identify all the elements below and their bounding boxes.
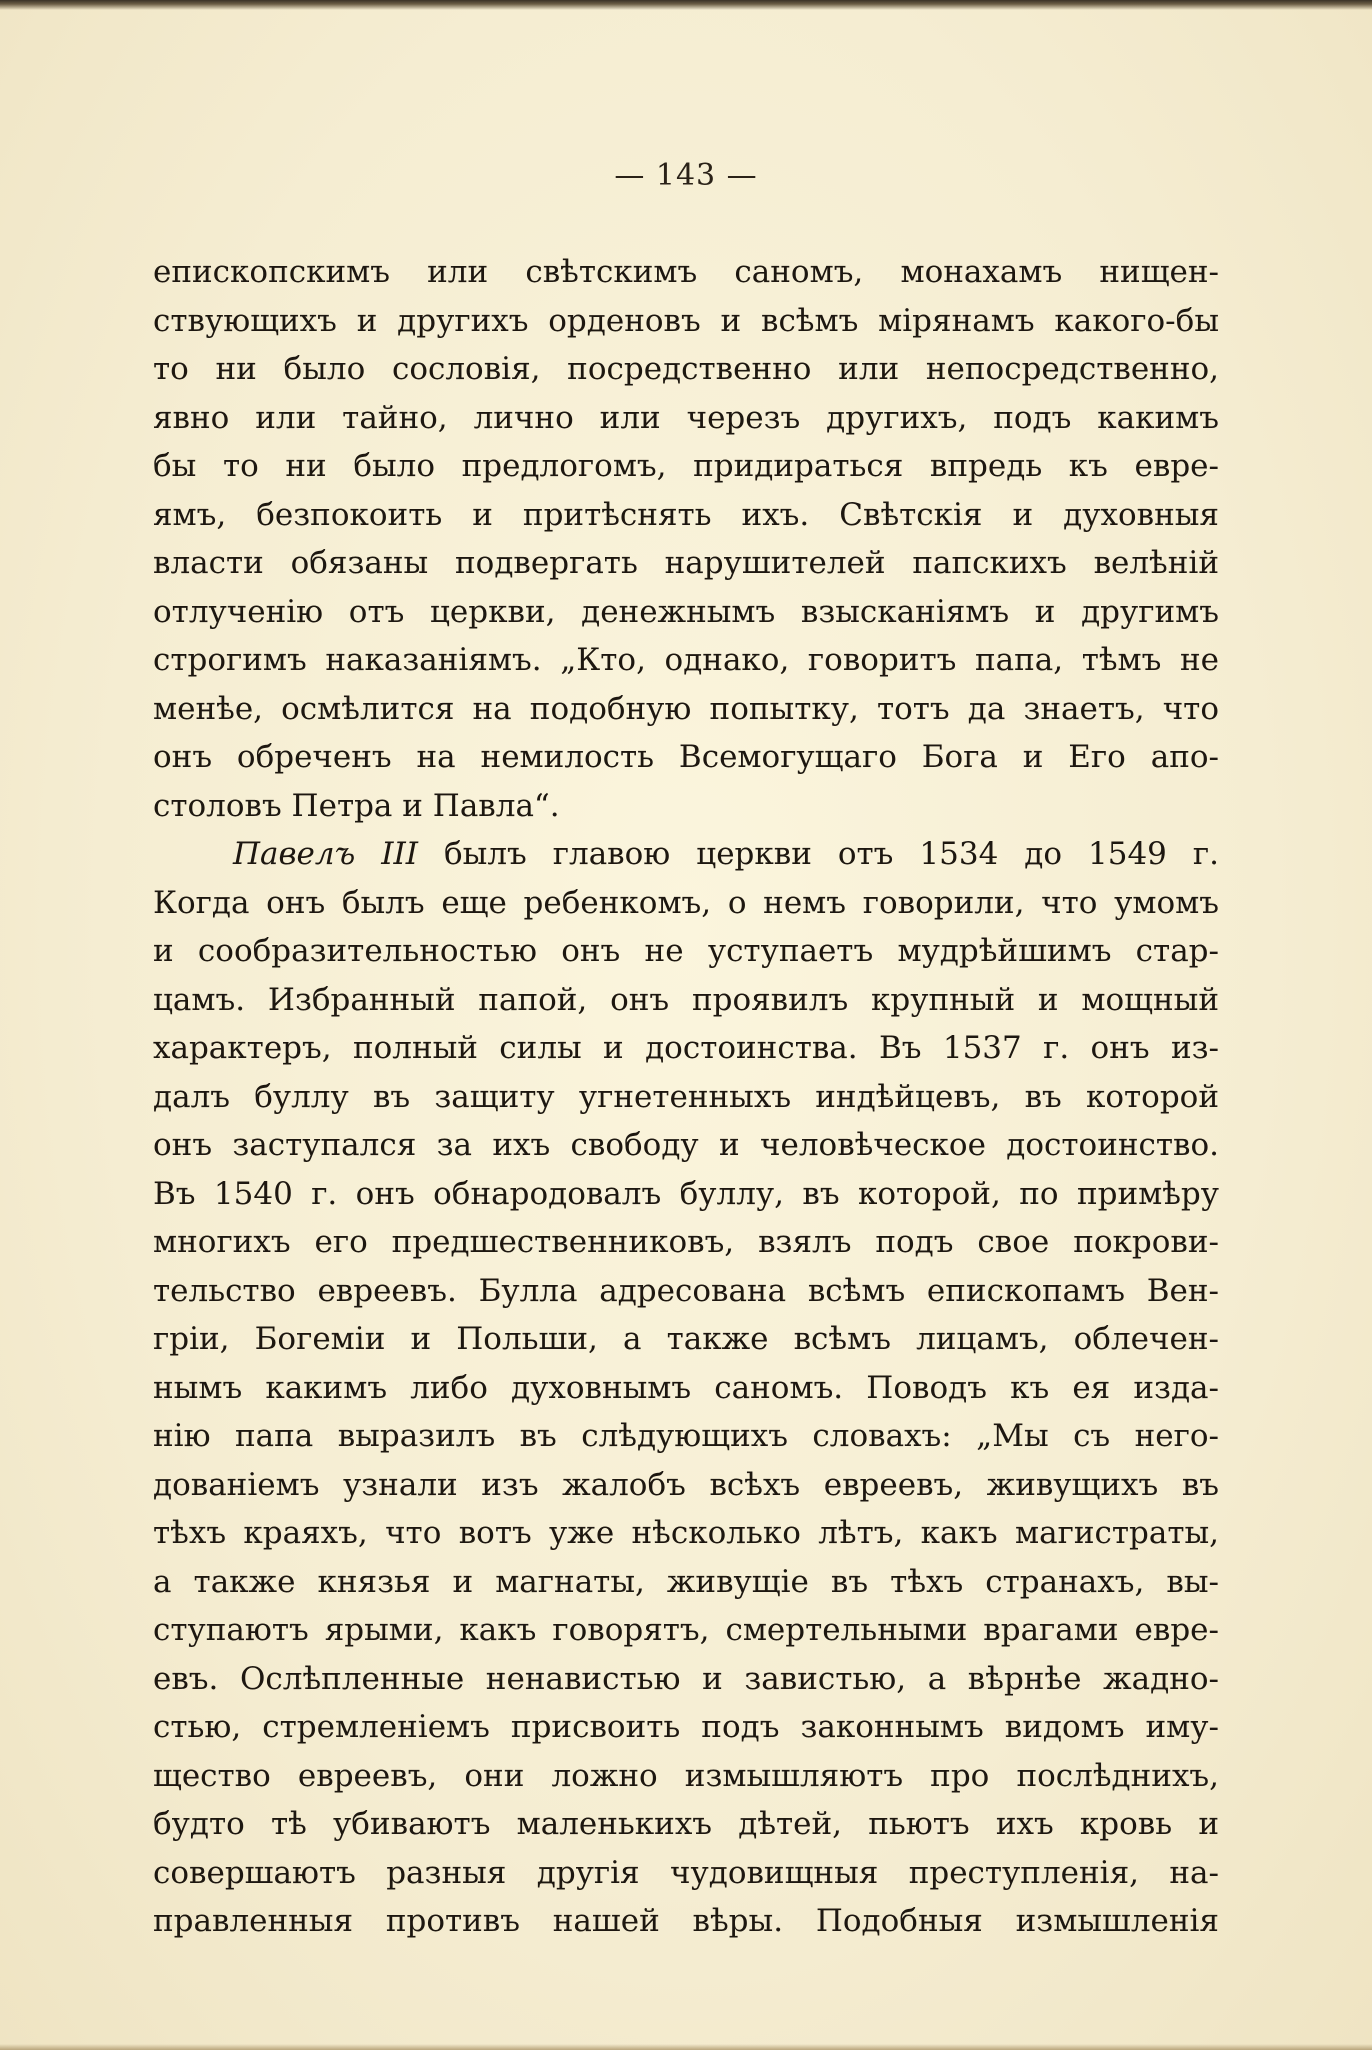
paragraph-lead-rest: былъ главою церкви отъ 1534 до 1549 г.	[418, 836, 1219, 872]
paragraph-line: менѣе, осмѣлится на подобную попытку, тотъ да знаетъ, что	[153, 690, 1219, 727]
paragraph-line: дованіемъ узнали изъ жалобъ всѣхъ евреевъ, живущихъ въ	[153, 1466, 1219, 1503]
paragraph-line	[153, 830, 1219, 879]
paragraph-2	[153, 830, 1219, 1946]
paragraph-line: строгимъ наказаніямъ. „Кто, однако, говоритъ папа, тѣмъ не	[153, 642, 1219, 678]
paragraph-line: то ни было сословія, посредственно или непосредственно,	[153, 351, 1219, 387]
paragraph-line: далъ буллу въ защиту угнетенныхъ индѣйцевъ, въ которой	[153, 1078, 1219, 1115]
paragraph-line: Когда онъ былъ еще ребенкомъ, о немъ говорили, что умомъ	[153, 884, 1219, 921]
paragraph-line: Въ 1540 г. онъ обнародовалъ буллу, въ которой, по примѣру	[153, 1175, 1219, 1212]
paragraph-line: нію папа выразилъ въ слѣдующихъ словахъ: „Мы съ него-	[153, 1418, 1219, 1454]
paragraph-line: ямъ, безпокоить и притѣснять ихъ. Свѣтскія и духовныя	[153, 496, 1219, 533]
paragraph-line: власти обязаны подвергать нарушителей папскихъ велѣній	[153, 545, 1219, 581]
paragraph-line: гріи, Богеміи и Польши, а также всѣмъ лицамъ, облечен-	[153, 1321, 1219, 1357]
paragraph-line: тельство евреевъ. Булла адресована всѣмъ епископамъ Вен-	[153, 1272, 1219, 1309]
paragraph-line: бы то ни было предлогомъ, придираться впредь къ евре-	[153, 448, 1219, 484]
paragraph-line: совершаютъ разныя другія чудовищныя преступленія, на-	[153, 1854, 1219, 1891]
paragraph-line: и сообразительностью онъ не уступаетъ мудрѣйшимъ стар-	[153, 933, 1219, 969]
paragraph-line: столовъ Петра и Павла“.	[153, 787, 560, 824]
paragraph-line: щество евреевъ, они ложно измышляютъ про послѣднихъ,	[153, 1757, 1219, 1794]
page-text	[153, 248, 1219, 1946]
page-bottom-edge	[0, 2044, 1372, 2050]
paragraph-line: тѣхъ краяхъ, что вотъ уже нѣсколько лѣтъ, какъ магистраты,	[153, 1515, 1219, 1551]
paragraph-line: будто тѣ убиваютъ маленькихъ дѣтей, пьютъ ихъ кровь и	[153, 1806, 1219, 1842]
paragraph-line: а также князья и магнаты, живущіе въ тѣхъ странахъ, вы-	[153, 1563, 1219, 1600]
paragraph-1	[153, 248, 1219, 830]
paragraph-line: нымъ какимъ либо духовнымъ саномъ. Поводъ къ ея изда-	[153, 1369, 1219, 1406]
paragraph-line: онъ заступался за ихъ свободу и человѣческое достоинство.	[153, 1127, 1219, 1163]
paragraph-line: епископскимъ или свѣтскимъ саномъ, монахамъ нищен-	[153, 254, 1219, 290]
paragraph-lead-name: Павелъ III	[233, 836, 419, 872]
page-top-edge	[0, 0, 1372, 10]
paragraph-line: ствующихъ и другихъ орденовъ и всѣмъ мірянамъ какого-бы	[153, 302, 1219, 339]
paragraph-line: цамъ. Избранный папой, онъ проявилъ крупный и мощный	[153, 981, 1219, 1018]
paragraph-line: характеръ, полный силы и достоинства. Въ 1537 г. онъ из-	[153, 1030, 1219, 1066]
page-number: — 143 —	[614, 158, 758, 193]
paragraph-line: евъ. Ослѣпленные ненавистью и завистью, а вѣрнѣе жадно-	[153, 1660, 1219, 1697]
paragraph-line: многихъ его предшественниковъ, взялъ подъ свое покрови-	[153, 1224, 1219, 1260]
paragraph-line: правленныя противъ нашей вѣры. Подобныя измышленія	[153, 1903, 1219, 1939]
paragraph-line: ступаютъ ярыми, какъ говорятъ, смертельными врагами евре-	[153, 1612, 1219, 1648]
paragraph-line: явно или тайно, лично или черезъ другихъ, подъ какимъ	[153, 399, 1219, 436]
paragraph-line: стью, стремленіемъ присвоить подъ законнымъ видомъ иму-	[153, 1709, 1219, 1745]
paragraph-line: отлученію отъ церкви, денежнымъ взысканіямъ и другимъ	[153, 593, 1219, 630]
paragraph-line: онъ обреченъ на немилость Всемогущаго Бога и Его апо-	[153, 739, 1219, 775]
